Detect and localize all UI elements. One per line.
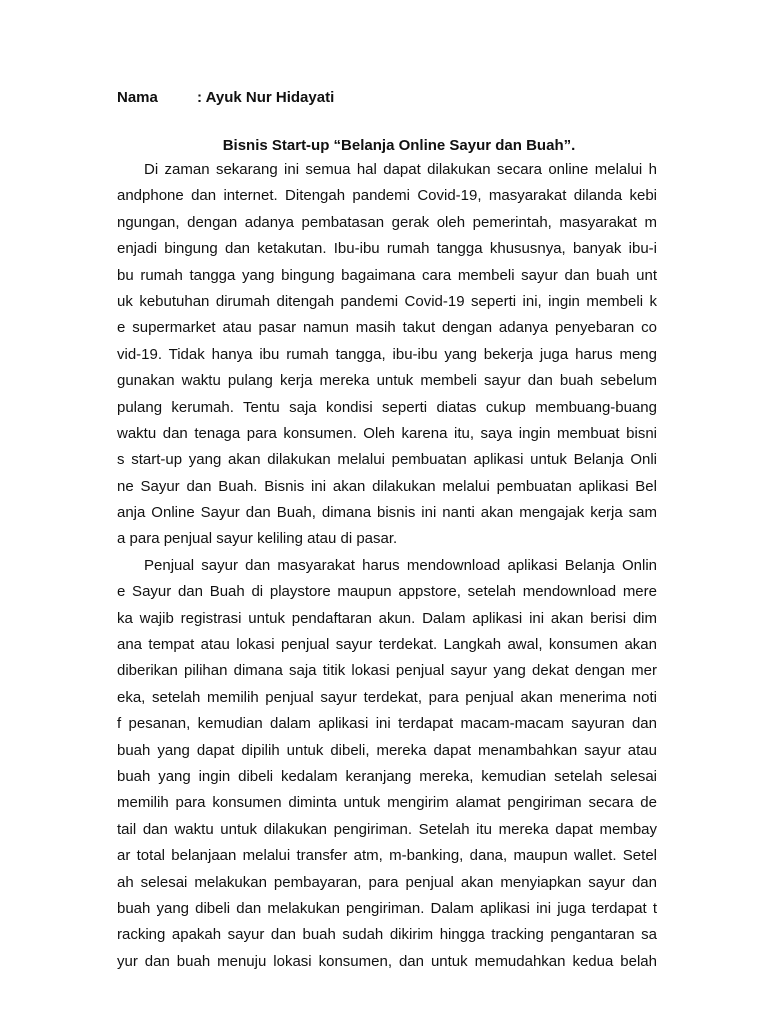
author-line xyxy=(117,88,334,108)
text-line: memilih para konsumen diminta untuk mengirim alamat pengiriman secara de xyxy=(117,794,657,812)
text-line: pulang kerumah. Tentu saja kondisi seperti diatas cukup membuang-buang xyxy=(117,398,657,416)
text-line: bu rumah tangga yang bingung bagaimana cara membeli sayur dan buah unt xyxy=(117,266,657,284)
text-line: tail dan waktu untuk dilakukan pengiriman. Setelah itu mereka dapat membay xyxy=(117,820,657,838)
text-line: eka, setelah memilih penjual sayur terdekat, para penjual akan menerima noti xyxy=(117,688,657,706)
text-line: racking apakah sayur dan buah sudah dikirim hingga tracking pengantaran sa xyxy=(117,926,657,944)
document-body xyxy=(117,157,657,975)
text-line: f pesanan, kemudian dalam aplikasi ini terdapat macam-macam sayuran dan xyxy=(117,715,657,733)
text-line: ne Sayur dan Buah. Bisnis ini akan dilakukan melalui pembuatan aplikasi Bel xyxy=(117,477,657,495)
text-line: buah yang dibeli dan melakukan pengiriman. Dalam aplikasi ini juga terdapat t xyxy=(117,899,657,917)
text-line: e Sayur dan Buah di playstore maupun appstore, setelah mendownload mere xyxy=(117,583,657,601)
text-line: a para penjual sayur keliling atau di pasar. xyxy=(117,530,398,548)
text-line: Penjual sayur dan masyarakat harus mendownload aplikasi Belanja Onlin xyxy=(144,556,657,574)
text-line: Di zaman sekarang ini semua hal dapat dilakukan secara online melalui h xyxy=(144,161,657,178)
text-line: ar total belanjaan melalui transfer atm, m-banking, dana, maupun wallet. Setel xyxy=(117,847,657,865)
text-line: buah yang ingin dibeli kedalam keranjang mereka, kemudian setelah selesai xyxy=(117,767,657,785)
text-line: enjadi bingung dan ketakutan. Ibu-ibu rumah tangga khususnya, banyak ibu-i xyxy=(117,240,657,258)
text-line: ka wajib registrasi untuk pendaftaran akun. Dalam aplikasi ini akan berisi dim xyxy=(117,609,657,627)
text-line: vid-19. Tidak hanya ibu rumah tangga, ibu-ibu yang bekerja juga harus meng xyxy=(117,345,657,363)
document-title: Bisnis Start-up “Belanja Online Sayur dan Buah”. xyxy=(222,137,576,154)
text-line: ah selesai melakukan pembayaran, para penjual akan menyiapkan sayur dan xyxy=(117,873,657,891)
text-line: ana tempat atau lokasi penjual sayur terdekat. Langkah awal, konsumen akan xyxy=(117,636,657,654)
text-line: diberikan pilihan dimana saja titik lokasi penjual sayur yang dekat dengan mer xyxy=(117,662,657,680)
text-line: uk kebutuhan dirumah ditengah pandemi Covid-19 seperti ini, ingin membeli k xyxy=(117,292,657,310)
text-line: ngungan, dengan adanya pembatasan gerak oleh pemerintah, masyarakat m xyxy=(117,213,657,231)
name-label: Nama xyxy=(117,89,158,106)
text-line: waktu dan tenaga para konsumen. Oleh karena itu, saya ingin membuat bisni xyxy=(117,424,657,442)
text-line: s start-up yang akan dilakukan melalui pembuatan aplikasi untuk Belanja Onli xyxy=(117,451,657,469)
text-line: andphone dan internet. Ditengah pandemi Covid-19, masyarakat dilanda kebi xyxy=(117,187,657,205)
text-line: yur dan buah menuju lokasi konsumen, dan untuk memudahkan kedua belah xyxy=(117,952,657,970)
text-line: e supermarket atau pasar namun masih takut dengan adanya penyebaran co xyxy=(117,319,657,337)
text-line: anja Online Sayur dan Buah, dimana bisnis ini nanti akan mengajak kerja sam xyxy=(117,504,657,522)
text-line: gunakan waktu pulang kerja mereka untuk membeli sayur dan buah sebelum xyxy=(117,372,657,390)
text-line: buah yang dapat dipilih untuk dibeli, mereka dapat menambahkan sayur atau xyxy=(117,741,657,759)
name-value: : Ayuk Nur Hidayati xyxy=(197,89,335,106)
